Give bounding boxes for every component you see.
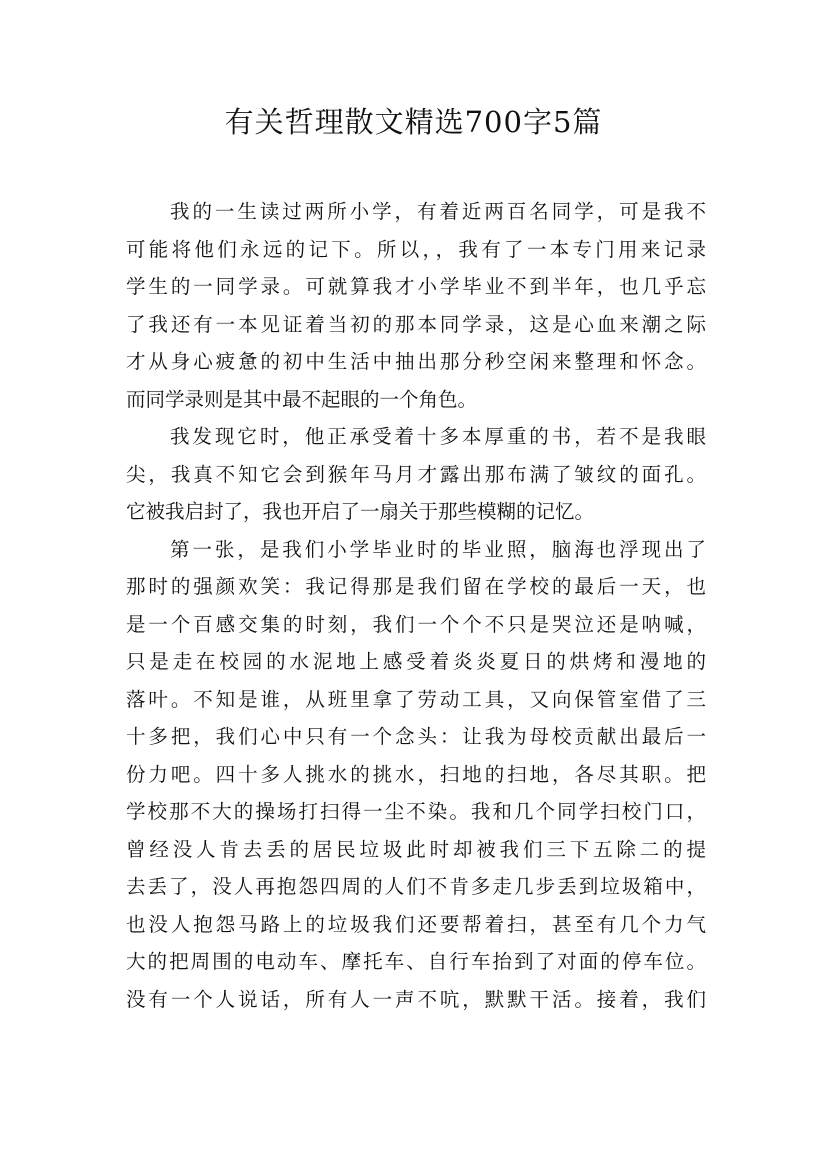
text-line: 可能将他们永远的记下。所以，，我有了一本专门用来记录 bbox=[126, 237, 706, 261]
text-line: 份力吧。四十多人挑水的挑水，扫地的扫地，各尽其职。把 bbox=[126, 762, 706, 786]
text-line: 去丢了，没人再抱怨四周的人们不肯多走几步丢到垃圾箱中， bbox=[126, 875, 706, 898]
text-line: 只是走在校园的水泥地上感受着炎炎夏日的烘烤和漫地的 bbox=[126, 650, 706, 673]
document-title: 有关哲理散文精选700字5篇 bbox=[224, 105, 603, 139]
text-line: 学生的一同学录。可就算我才小学毕业不到半年，也几乎忘 bbox=[126, 275, 706, 298]
text-line: 也没人抱怨马路上的垃圾我们还要帮着扫，甚至有几个力气 bbox=[126, 912, 706, 936]
text-line: 是一个百感交集的时刻，我们一个个不只是哭泣还是呐喊， bbox=[126, 612, 706, 636]
text-line: 学校那不大的操场打扫得一尘不染。我和几个同学扫校门口， bbox=[126, 800, 706, 823]
text-line: 我的一生读过两所小学，有着近两百名同学，可是我不 bbox=[170, 200, 706, 223]
text-line: 它被我启封了，我也开启了一扇关于那些模糊的记忆。 bbox=[126, 500, 595, 523]
text-line: 大的把周围的电动车、摩托车、自行车抬到了对面的停车位。 bbox=[126, 950, 706, 973]
text-line: 那时的强颜欢笑：我记得那是我们留在学校的最后一天，也 bbox=[126, 575, 706, 598]
text-line: 我发现它时，他正承受着十多本厚重的书，若不是我眼 bbox=[170, 425, 706, 448]
document-body bbox=[126, 193, 706, 1018]
text-line: 而同学录则是其中最不起眼的一个角色。 bbox=[126, 387, 478, 411]
text-line: 曾经没人肯去丢的居民垃圾此时却被我们三下五除二的提 bbox=[126, 837, 706, 861]
text-line: 才从身心疲惫的初中生活中抽出那分秒空闲来整理和怀念。 bbox=[126, 350, 706, 373]
text-line: 没有一个人说话，所有人一声不吭，默默干活。接着，我们 bbox=[126, 987, 706, 1011]
text-line: 第一张，是我们小学毕业时的毕业照，脑海也浮现出了 bbox=[170, 537, 706, 561]
text-line: 十多把，我们心中只有一个念头：让我为母校贡献出最后一 bbox=[126, 725, 706, 748]
text-line: 尖，我真不知它会到猴年马月才露出那布满了皱纹的面孔。 bbox=[126, 462, 706, 486]
text-line: 了我还有一本见证着当初的那本同学录，这是心血来潮之际 bbox=[126, 312, 706, 336]
text-line: 落叶。不知是谁，从班里拿了劳动工具，又向保管室借了三 bbox=[126, 687, 706, 711]
